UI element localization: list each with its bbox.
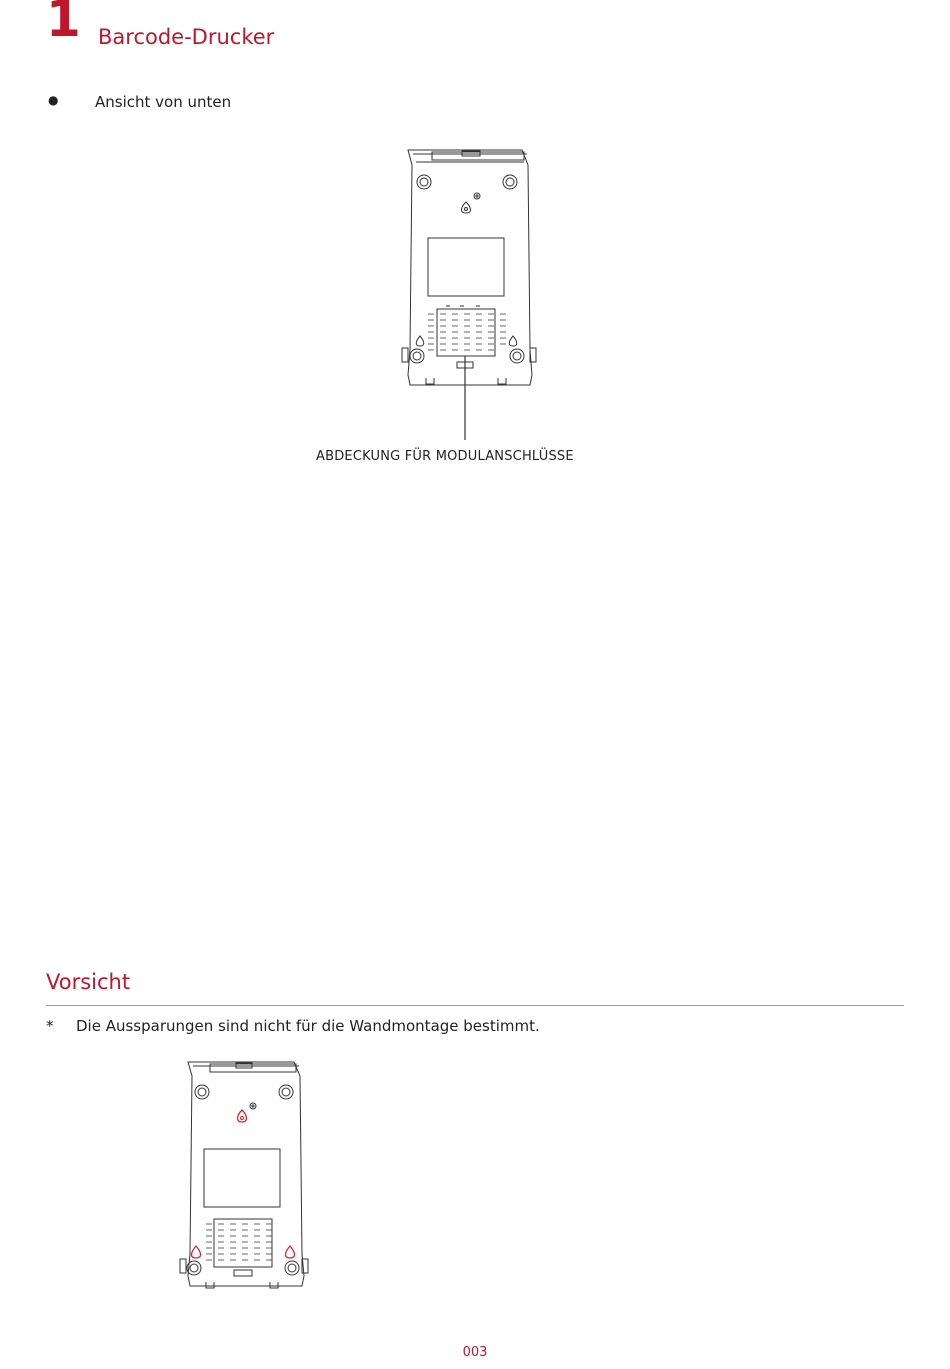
chapter-title: Barcode-Drucker [98, 25, 275, 49]
printer-bottom-view-highlighted-diagram [166, 1054, 316, 1304]
bullet-icon: ● [48, 93, 59, 107]
printer-bottom-view-diagram [380, 140, 560, 460]
asterisk-marker: * [46, 1017, 54, 1035]
module-cover-callout-label: ABDECKUNG FÜR MODULANSCHLÜSSE [316, 449, 574, 464]
caution-text: Die Aussparungen sind nicht für die Wandmontage bestimmt. [76, 1017, 540, 1035]
section-text: Ansicht von unten [95, 93, 232, 111]
caution-title: Vorsicht [46, 970, 131, 994]
page-number: 003 [462, 1345, 488, 1360]
chapter-number: 1 [46, 0, 81, 48]
caution-divider [46, 1005, 904, 1006]
